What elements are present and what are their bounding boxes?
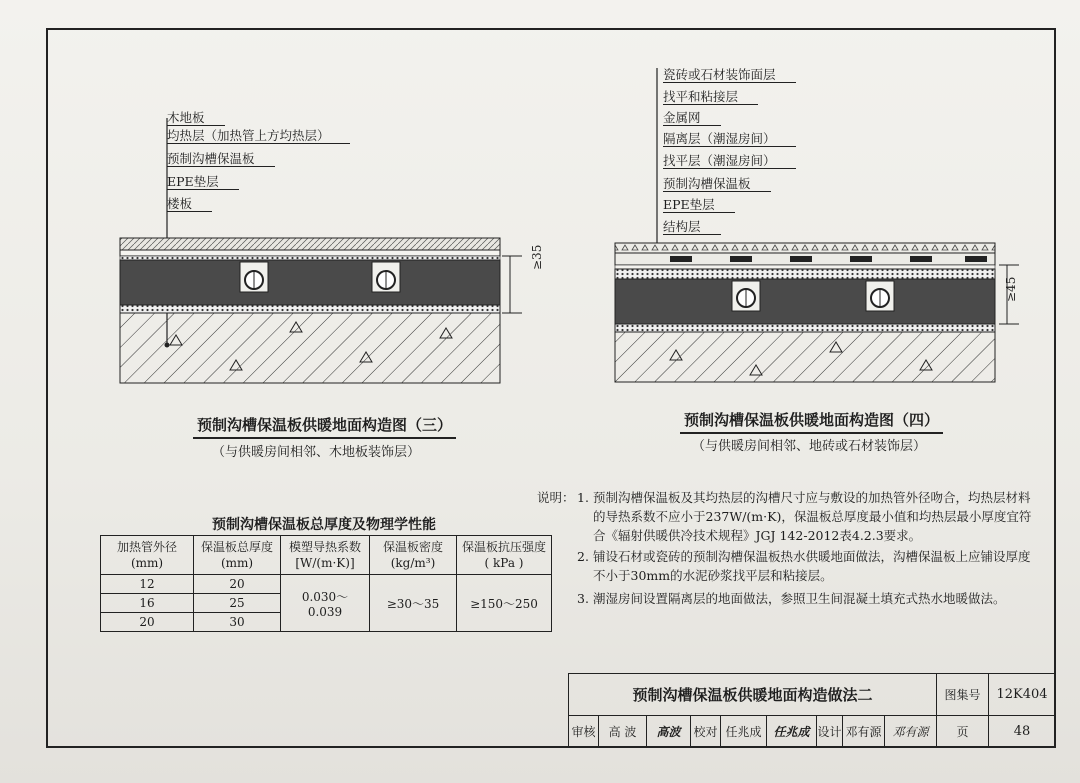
layer-4-5: 找平层（潮湿房间）	[663, 153, 796, 169]
note-item-1	[537, 488, 1057, 545]
atlas-number: 12K404	[989, 674, 1055, 716]
dimension-3: ≥35	[530, 244, 544, 270]
drawing-title: 预制沟槽保温板供暖地面构造做法二	[569, 674, 937, 716]
properties-table	[100, 535, 552, 632]
note-line: 铺设石材或瓷砖的预制沟槽保温板热水供暖地面做法，沟槽保温板上应铺设厚度	[593, 549, 1031, 564]
pipe-diameter-cell: 16	[101, 594, 194, 613]
pipe-diameter-cell: 12	[101, 575, 194, 594]
layer-4-4: 隔离层（潮湿房间）	[663, 131, 796, 147]
header-conductivity: 模塑导热系数 [W/(m·K)]	[281, 536, 370, 575]
density-cell: ≥30～35	[370, 575, 457, 632]
note-line: 不小于30mm的水泥砂浆找平层和粘接层。	[593, 568, 833, 583]
dimension-4: ≥45	[1004, 276, 1018, 302]
note-number: 2.	[577, 549, 589, 564]
layer-4-6: 预制沟槽保温板	[663, 176, 771, 192]
thickness-cell: 25	[194, 594, 281, 613]
layer-4-1: 瓷砖或石材装饰面层	[663, 67, 796, 83]
floor-section-3-drawing	[110, 100, 530, 400]
layer-4-2: 找平和粘接层	[663, 89, 758, 105]
layer-3-4: EPE垫层	[167, 174, 239, 190]
note-item-3	[537, 589, 1057, 608]
note-line: 潮湿房间设置隔离层的地面做法，参照卫生间混凝土填充式热水地暖做法。	[593, 591, 1006, 606]
strength-cell: ≥150～250	[457, 575, 552, 632]
notes-label: 说明：	[537, 490, 575, 505]
check-label: 校对	[691, 716, 721, 747]
reviewer-signature: 高波	[647, 716, 691, 747]
note-line: 的导热系数不应小于237W/(m·K)，保温板总厚度最小值和均热层最小厚度宜符	[593, 509, 1032, 524]
drawing-3-title: 预制沟槽保温板供暖地面构造图（三）	[193, 414, 456, 439]
note-number: 3.	[577, 591, 589, 606]
pipe-diameter-cell: 20	[101, 613, 194, 632]
layer-3-5: 楼板	[167, 196, 212, 212]
layer-3-1: 木地板	[167, 110, 225, 126]
layer-3-2: 均热层（加热管上方均热层）	[167, 128, 350, 144]
drawing-3-subtitle: （与供暖房间相邻、木地板装饰层）	[212, 445, 421, 460]
title-block	[568, 673, 1056, 748]
page-number: 48	[1013, 724, 1031, 739]
designer-name: 邓有源	[843, 716, 885, 747]
header-strength: 保温板抗压强度 ( kPa )	[457, 536, 552, 575]
designer-signature: 邓有源	[885, 716, 937, 747]
header-pipe-diameter: 加热管外径 (mm)	[101, 536, 194, 575]
note-number: 1.	[577, 490, 589, 505]
table-title: 预制沟槽保温板总厚度及物理学性能	[212, 517, 436, 533]
atlas-label: 图集号	[937, 674, 989, 716]
thickness-cell: 20	[194, 575, 281, 594]
table-header-row	[101, 536, 552, 575]
table-row	[101, 575, 552, 594]
reviewer-name: 高 波	[599, 716, 647, 747]
header-density: 保温板密度 (kg/m³)	[370, 536, 457, 575]
notes-section	[537, 488, 1057, 608]
layer-4-8: 结构层	[663, 219, 721, 235]
design-label: 设计	[817, 716, 843, 747]
review-label: 审核	[569, 716, 599, 747]
layer-4-7: EPE垫层	[663, 197, 735, 213]
conductivity-cell: 0.030～0.039	[281, 575, 370, 632]
drawing-4-subtitle: （与供暖房间相邻、地砖或石材装饰层）	[692, 439, 927, 454]
page-label: 页	[937, 716, 989, 747]
checker-name: 任兆成	[721, 716, 767, 747]
note-line: 预制沟槽保温板及其均热层的沟槽尺寸应与敷设的加热管外径吻合，均热层材料	[593, 490, 1031, 505]
layer-4-3: 金属网	[663, 110, 721, 126]
note-item-2	[537, 547, 1057, 585]
thickness-cell: 30	[194, 613, 281, 632]
drawing-4-title: 预制沟槽保温板供暖地面构造图（四）	[680, 409, 943, 434]
header-thickness: 保温板总厚度 (mm)	[194, 536, 281, 575]
layer-3-3: 预制沟槽保温板	[167, 151, 275, 167]
checker-signature: 任兆成	[767, 716, 817, 747]
note-line: 合《辐射供暖供冷技术规程》JGJ 142-2012表4.2.3要求。	[593, 528, 922, 543]
